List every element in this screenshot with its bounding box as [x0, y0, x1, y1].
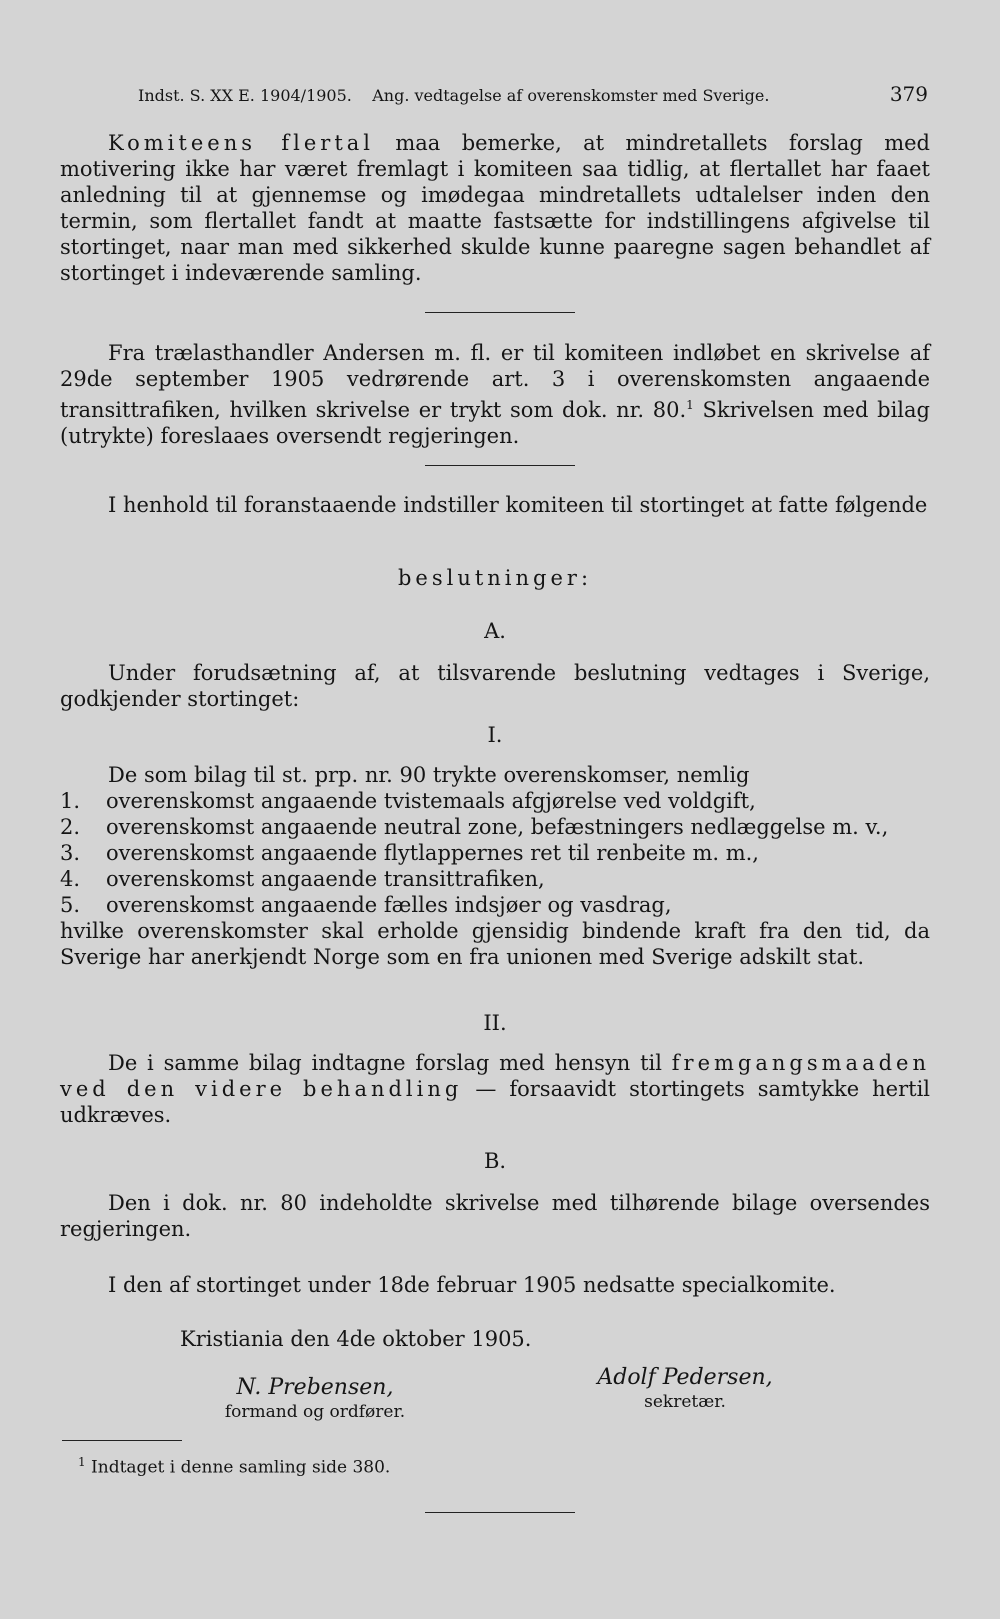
signature-role: sekretær. [644, 1392, 726, 1412]
list-outro: hvilke overenskomster skal erholde gjensidig bindende kraft fra den tid, da Sverige har anerkjendt Norge som en fra unionen med Sverige adskilt stat. [60, 919, 930, 969]
agreements-list-block [60, 762, 930, 970]
paragraph-body: De i samme bilag indtagne forslag med hensyn til [108, 1051, 672, 1075]
paragraph-body-end: — forsaavidt stortingets samtykke hertil udkræves. [60, 1077, 931, 1127]
paragraph-body: Fra trælasthandler Andersen m. fl. er til komiteen indløbet en skrivelse af 29de september 1905 vedrørende art. 3 i overenskomsten angaaende transittrafiken, hvilken skrivelse er trykt som dok. nr. 80. [60, 341, 930, 422]
heading-beslutninger: beslutninger: [397, 566, 593, 590]
list-number: 4. [60, 867, 81, 891]
list-number: 1. [60, 789, 81, 813]
spaced-phrase: fremgangsmaaden ved den videre behandling [60, 1051, 930, 1101]
footnote-reference: 1 [686, 398, 694, 412]
list-item [60, 840, 930, 866]
paragraph-letter [60, 340, 930, 449]
signature-chairman [205, 1376, 425, 1424]
list-number: 5. [60, 893, 81, 917]
list-item [60, 866, 930, 892]
header-reference: Indst. S. XX E. 1904/1905. [138, 86, 352, 105]
paragraph-lead: Komiteens flertal [108, 131, 374, 155]
signature-name: Adolf Pedersen, [597, 1365, 773, 1390]
section-b-heading: B. [483, 1149, 507, 1173]
list-item [60, 814, 930, 840]
separator-rule [425, 465, 575, 466]
paragraph-body-cont: Skrivelsen med bilag (utrykte) foreslaaes oversendt regjeringen. [60, 398, 930, 448]
running-header [138, 82, 928, 106]
signature-name: N. Prebensen, [236, 1375, 394, 1400]
signature-role: formand og ordfører. [224, 1402, 406, 1422]
paragraph-section-ii [60, 1050, 930, 1128]
list-number: 3. [60, 841, 81, 865]
page-number: 379 [889, 82, 928, 106]
footnote-text: Indtaget i denne samling side 380. [91, 1457, 391, 1478]
place-date: Kristiania den 4de oktober 1905. [180, 1327, 532, 1351]
list-text: overenskomst angaaende neutral zone, befæstningers nedlæggelse m. v., [106, 815, 889, 839]
roman-heading-2: II. [483, 1011, 507, 1035]
footnote [78, 1455, 390, 1478]
paragraph-section-b: Den i dok. nr. 80 indeholdte skrivelse med tilhørende bilage oversendes regjeringen. [60, 1191, 930, 1241]
list-text: overenskomst angaaende flytlappernes ret til renbeite m. m., [106, 841, 759, 865]
paragraph-committee: I den af stortinget under 18de februar 1905 nedsatte specialkomite. [108, 1273, 836, 1297]
roman-heading-1: I. [487, 723, 503, 747]
separator-rule [425, 1512, 575, 1513]
footnote-rule [62, 1440, 182, 1441]
section-a-heading: A. [484, 619, 506, 643]
list-item [60, 892, 930, 918]
list-text: overenskomst angaaende tvistemaals afgjørelse ved voldgift, [106, 789, 756, 813]
list-text: overenskomst angaaende transittrafiken, [106, 867, 545, 891]
footnote-mark: 1 [78, 1455, 86, 1469]
paragraph-body: maa bemerke, at mindretallets forslag med motivering ikke har været fremlagt i komiteen saa tidlig, at flertallet har faaet anledning til at gjennemse og imødegaa mindretallets udtalelser inden den termin, som flertallet fandt at maatte fastsætte for indstillingens afgivelse til stortinget, naar man med sikkerhed skulde kunne paaregne sagen behandlet af stortinget i indeværende samling. [60, 131, 930, 285]
list-intro: De som bilag til st. prp. nr. 90 trykte overenskomser, nemlig [108, 763, 750, 787]
list-item [60, 788, 930, 814]
paragraph-recommendation: I henhold til foranstaaende indstiller komiteen til stortinget at fatte følgende [108, 493, 928, 517]
list-number: 2. [60, 815, 81, 839]
list-text: overenskomst angaaende fælles indsjøer og vasdrag, [106, 893, 672, 917]
signature-secretary [575, 1366, 795, 1414]
paragraph-section-a: Under forudsætning af, at tilsvarende beslutning vedtages i Sverige, godkjender stortinget: [60, 661, 930, 711]
agreements-list [60, 788, 930, 918]
separator-rule [425, 312, 575, 313]
header-title: Ang. vedtagelse af overenskomster med Sverige. [372, 86, 770, 105]
paragraph-majority [60, 130, 930, 286]
